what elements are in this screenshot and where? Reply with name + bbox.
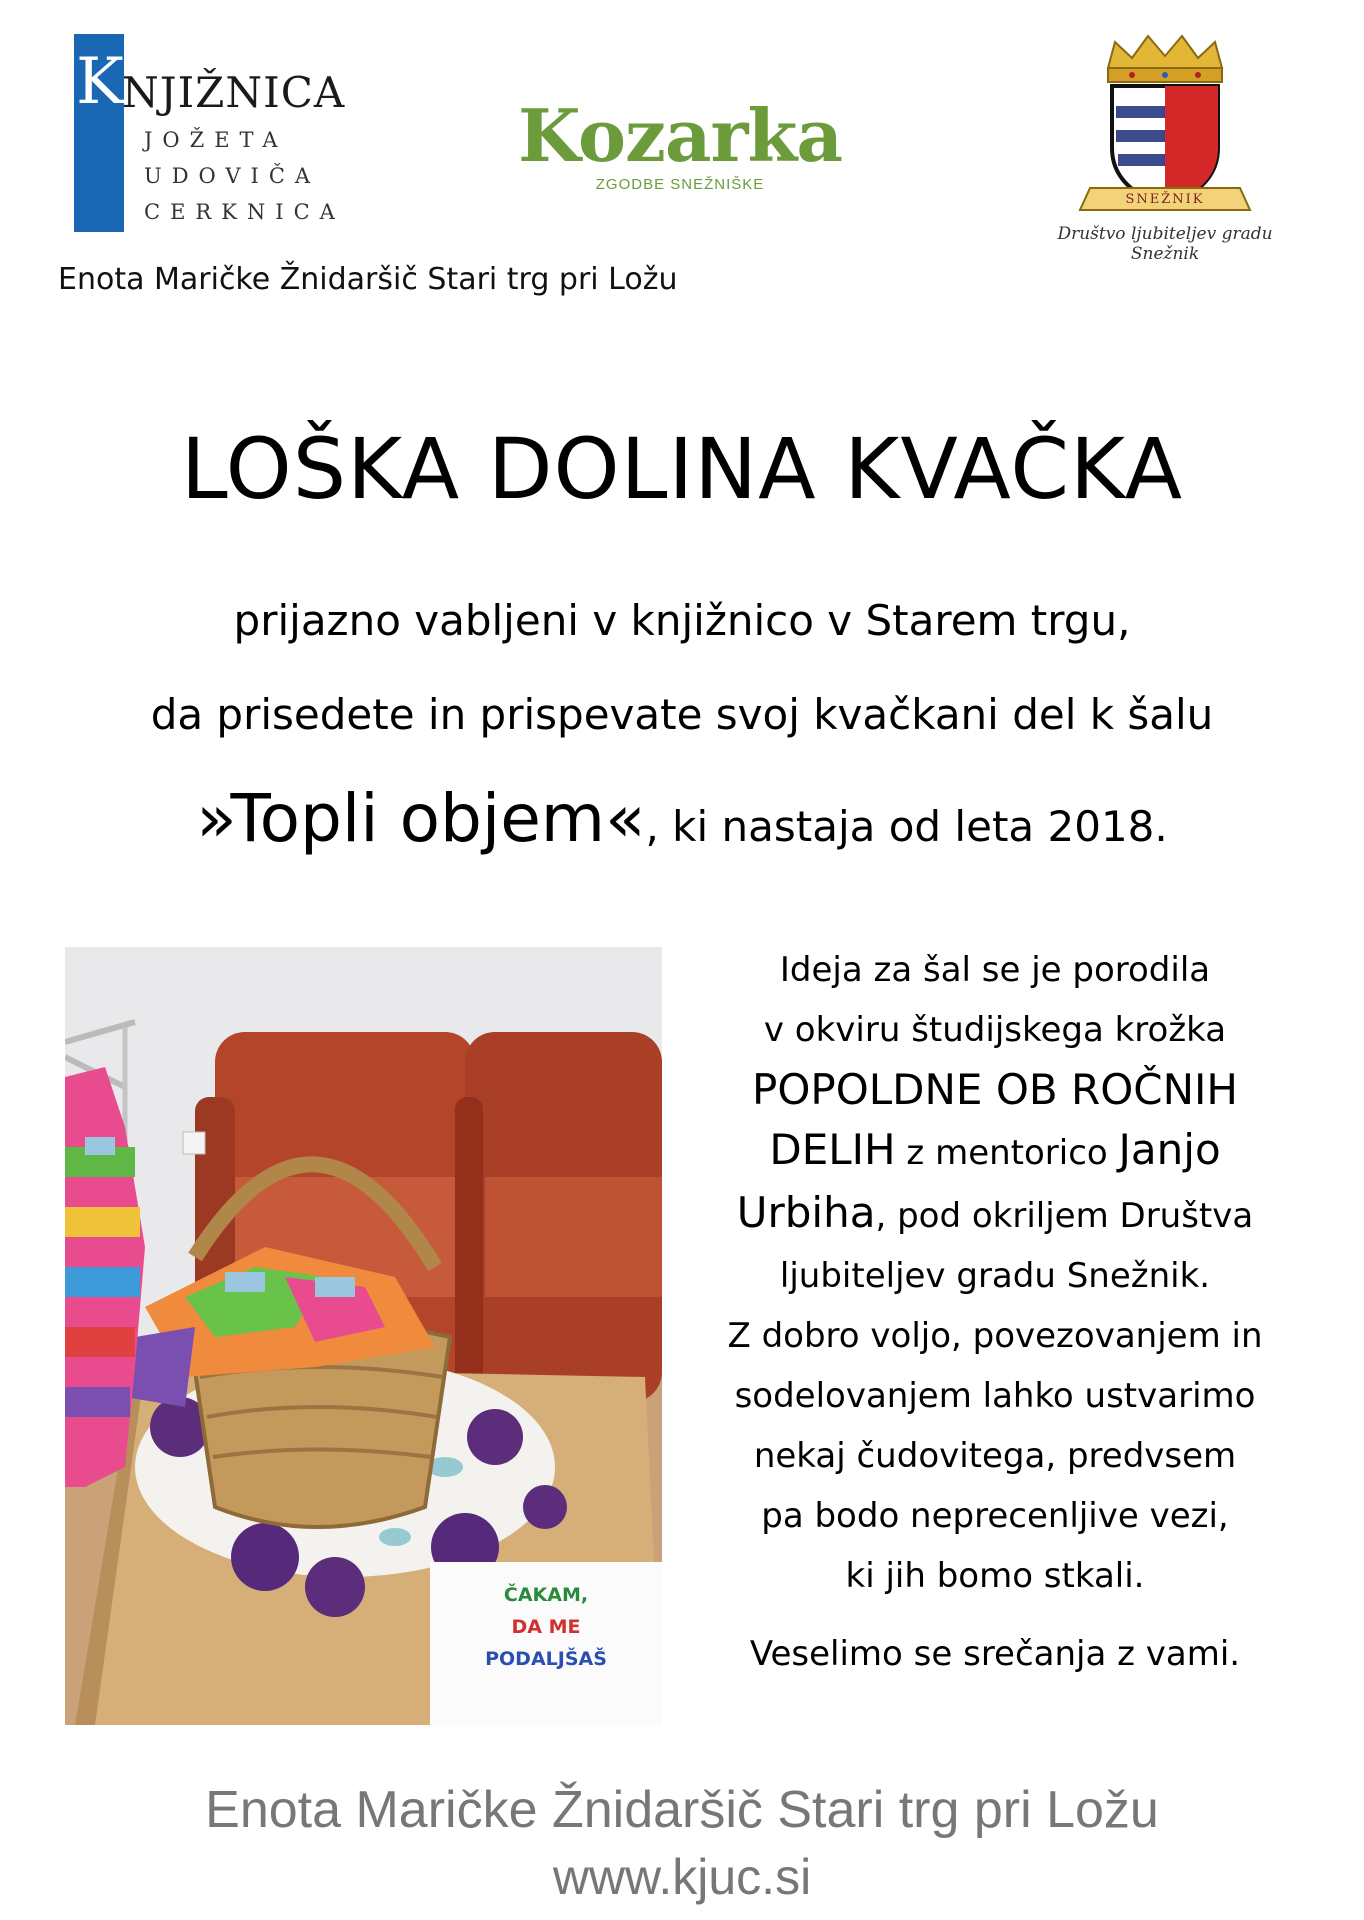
desc-line-9: nekaj čudovitega, predvsem	[753, 1436, 1237, 1476]
desc-line-2: v okviru študijskega krožka	[763, 1010, 1227, 1050]
desc-line-11: ki jih bomo stkali.	[845, 1556, 1145, 1596]
photo-sign-line-2: DA ME	[511, 1616, 581, 1638]
desc-line-1: Ideja za šal se je porodila	[779, 950, 1211, 990]
desc-line-5-b: , pod okriljem Društva	[875, 1196, 1254, 1236]
desc-line-4-c: Janjo	[1118, 1125, 1221, 1174]
desc-line-8: sodelovanjem lahko ustvarimo	[734, 1376, 1256, 1416]
snežnik-society-caption: Društvo ljubiteljev gradu Snežnik	[1057, 224, 1273, 264]
photo-sign-line-3: PODALJŠAŠ	[485, 1648, 607, 1670]
description-block	[690, 940, 1300, 1684]
desc-line-4	[690, 1120, 1300, 1183]
intro-line-3-rest: , ki nastaja od leta 2018.	[645, 802, 1168, 851]
library-logo-word: NJIŽNICA	[122, 68, 346, 117]
desc-line-10: pa bodo neprecenljive vezi,	[761, 1496, 1229, 1536]
intro-line-3	[0, 780, 1364, 857]
snežnik-society-logo	[1030, 28, 1300, 264]
library-logo-line-1: JOŽETA	[144, 128, 288, 152]
intro-line-2: da prisedete in prispevate svoj kvačkani del k šalu	[150, 690, 1214, 739]
desc-line-4-b: z mentorico	[895, 1133, 1119, 1173]
photo-sign-line-1: ČAKAM,	[503, 1584, 589, 1606]
library-logo-line-2: UDOVIČA	[144, 164, 321, 188]
intro-line-1: prijazno vabljeni v knjižnico v Starem trgu,	[233, 596, 1131, 645]
desc-line-4-a: DELIH	[769, 1125, 896, 1174]
library-logo-first-letter: K	[76, 45, 124, 119]
footer-unit: Enota Maričke Žnidaršič Stari trg pri Ložu	[205, 1781, 1159, 1839]
footer-website-link[interactable]: www.kjuc.si	[552, 1849, 812, 1905]
library-logo-line-3: CERKNICA	[144, 200, 345, 224]
scarf-basket-photo	[65, 947, 662, 1725]
desc-line-5	[690, 1183, 1300, 1246]
desc-line-6: ljubiteljev gradu Snežnik.	[779, 1256, 1211, 1296]
scarf-name: »Topli objem«	[196, 780, 646, 857]
desc-line-5-a: Urbiha	[736, 1188, 876, 1237]
desc-line-7: Z dobro voljo, povezovanjem in	[727, 1316, 1263, 1356]
unit-line: Enota Maričke Žnidaršič Stari trg pri Ložu	[58, 262, 678, 297]
kozarka-logo-tagline: ZGODBE SNEŽNIŠKE	[595, 176, 765, 193]
library-logo	[72, 32, 346, 237]
desc-line-3: POPOLDNE OB ROČNIH	[752, 1065, 1238, 1114]
kozarka-logo	[510, 93, 850, 220]
photo-sign	[430, 1579, 662, 1675]
crest-ribbon-text: SNEŽNIK	[1125, 192, 1205, 207]
desc-closing: Veselimo se srečanja z vami.	[749, 1634, 1241, 1674]
kozarka-logo-name: Kozarka	[517, 93, 843, 178]
page-title: LOŠKA DOLINA KVAČKA	[180, 420, 1184, 518]
